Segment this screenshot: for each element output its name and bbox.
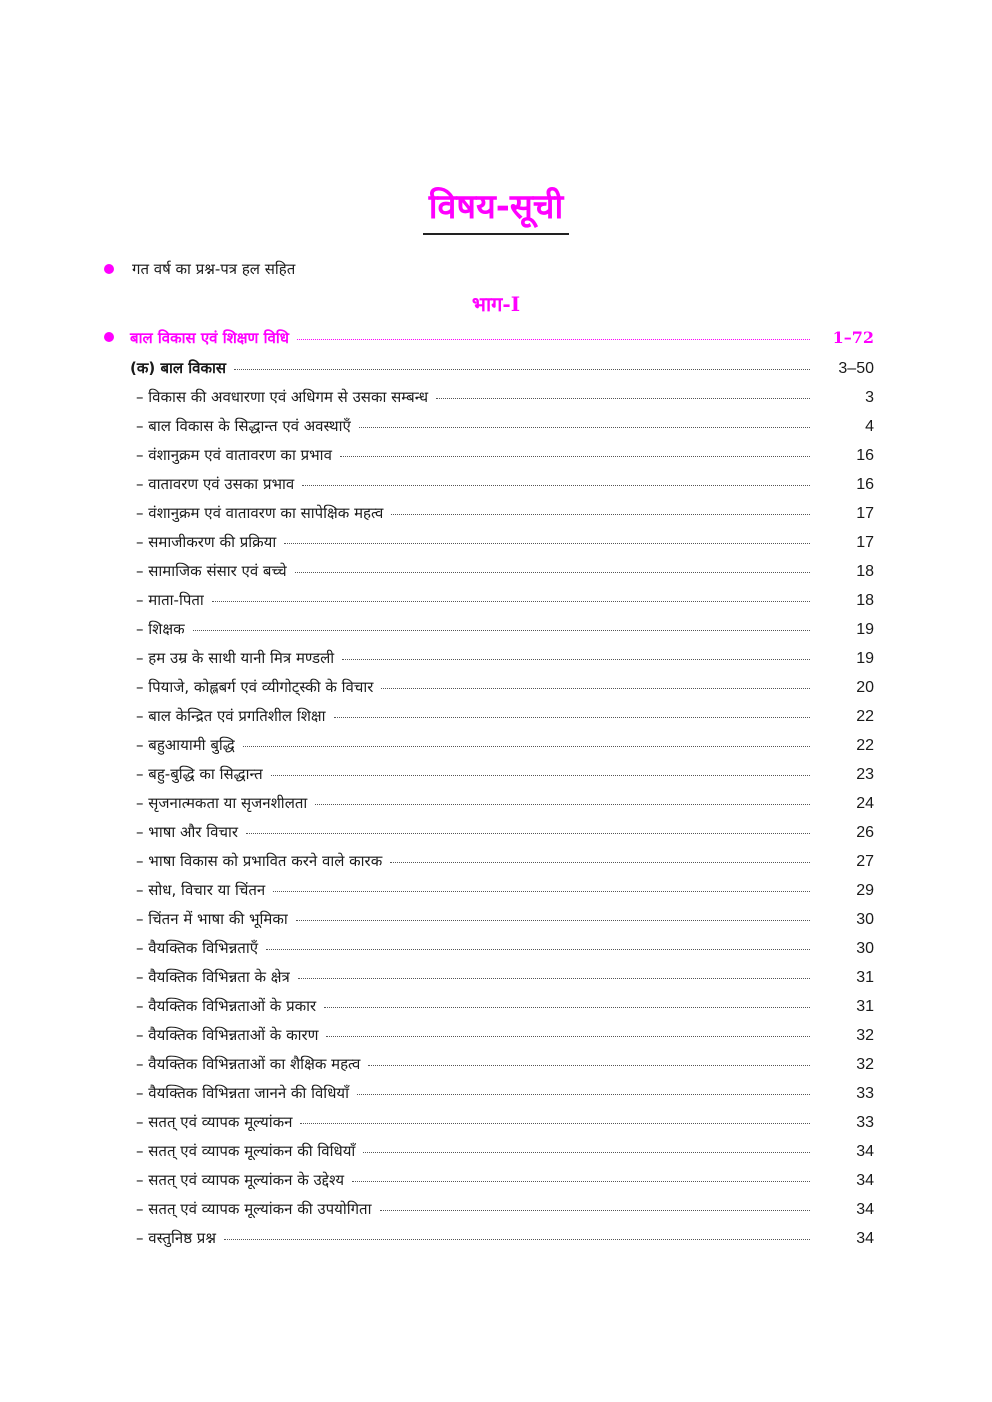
toc-item-page: 17 [856, 505, 874, 522]
toc-item-row[interactable] [104, 735, 874, 764]
dot-leader [295, 572, 810, 573]
toc-item-label: – वंशानुक्रम एवं वातावरण का प्रभाव [136, 446, 332, 464]
toc-item-row[interactable] [104, 474, 874, 503]
toc-item-page: 4 [865, 418, 874, 435]
toc-item-page: 17 [856, 534, 874, 551]
subsection-pages: 3–50 [838, 360, 874, 377]
toc-item-page: 29 [856, 882, 874, 899]
toc-item-row[interactable] [104, 822, 874, 851]
toc-item-row[interactable] [104, 1054, 874, 1083]
toc-item-label: – सृजनात्मकता या सृजनशीलता [136, 794, 308, 812]
toc-item-label: – माता-पिता [136, 591, 204, 609]
dot-leader [340, 456, 810, 457]
dot-leader [380, 1210, 811, 1211]
toc-item-page: 31 [856, 969, 874, 986]
toc-item-row[interactable] [104, 648, 874, 677]
toc-item-label: – वैयक्तिक विभिन्नता के क्षेत्र [136, 968, 290, 986]
toc-item-row[interactable] [104, 532, 874, 561]
dot-leader [234, 369, 810, 370]
toc-item-label: – चिंतन में भाषा की भूमिका [136, 910, 288, 928]
toc-item-page: 19 [856, 621, 874, 638]
dot-leader [391, 514, 810, 515]
bullet-icon [104, 332, 114, 342]
toc-item-label: – शिक्षक [136, 620, 185, 638]
table-of-contents [104, 328, 874, 1257]
toc-item-row[interactable] [104, 590, 874, 619]
toc-item-row[interactable] [104, 764, 874, 793]
dot-leader [315, 804, 810, 805]
bullet-icon [104, 264, 114, 274]
toc-item-page: 34 [856, 1143, 874, 1160]
toc-item-page: 32 [856, 1027, 874, 1044]
toc-item-row[interactable] [104, 1228, 874, 1257]
dot-leader [436, 398, 810, 399]
dot-leader [296, 920, 810, 921]
toc-item-label: – हम उम्र के साथी यानी मित्र मण्डली [136, 649, 335, 667]
toc-item-row[interactable] [104, 387, 874, 416]
toc-item-page: 16 [856, 476, 874, 493]
toc-item-page: 22 [856, 737, 874, 754]
toc-item-row[interactable] [104, 1141, 874, 1170]
toc-item-label: – वैयक्तिक विभिन्नताओं का शैक्षिक महत्व [136, 1055, 361, 1073]
dot-leader [246, 833, 810, 834]
toc-item-label: – बाल विकास के सिद्धान्त एवं अवस्थाएँ [136, 417, 351, 435]
dot-leader [359, 427, 810, 428]
toc-item-page: 20 [856, 679, 874, 696]
toc-item-row[interactable] [104, 1025, 874, 1054]
toc-item-page: 3 [865, 389, 874, 406]
dot-leader [297, 339, 810, 340]
subsection-label: (क) बाल विकास [130, 359, 227, 377]
dot-leader [342, 659, 810, 660]
toc-item-label: – सतत् एवं व्यापक मूल्यांकन [136, 1113, 293, 1131]
toc-item-label: – भाषा और विचार [136, 823, 239, 841]
intro-line [104, 259, 295, 279]
toc-items [104, 387, 874, 1257]
toc-item-label: – वातावरण एवं उसका प्रभाव [136, 475, 295, 493]
toc-item-row[interactable] [104, 416, 874, 445]
toc-item-page: 30 [856, 911, 874, 928]
toc-item-label: – सतत् एवं व्यापक मूल्यांकन के उद्देश्य [136, 1171, 345, 1189]
toc-item-page: 27 [856, 853, 874, 870]
toc-item-row[interactable] [104, 938, 874, 967]
toc-item-label: – वंशानुक्रम एवं वातावरण का सापेक्षिक महत्व [136, 504, 384, 522]
toc-item-page: 33 [856, 1085, 874, 1102]
toc-item-label: – पियाजे, कोह्लबर्ग एवं व्यीगोट्स्की के विचार [136, 678, 374, 696]
toc-item-row[interactable] [104, 793, 874, 822]
toc-subsection-row[interactable] [104, 358, 874, 387]
toc-item-label: – भाषा विकास को प्रभावित करने वाले कारक [136, 852, 383, 870]
toc-item-label: – सामाजिक संसार एवं बच्चे [136, 562, 287, 580]
toc-item-row[interactable] [104, 561, 874, 590]
dot-leader [212, 601, 810, 602]
dot-leader [271, 775, 810, 776]
dot-leader [302, 485, 810, 486]
toc-item-row[interactable] [104, 1112, 874, 1141]
dot-leader [243, 746, 810, 747]
toc-item-page: 30 [856, 940, 874, 957]
toc-item-page: 18 [856, 592, 874, 609]
toc-item-label: – सतत् एवं व्यापक मूल्यांकन की विधियाँ [136, 1142, 356, 1160]
toc-section-row[interactable] [104, 328, 874, 358]
page-title: विषय-सूची [423, 185, 570, 235]
toc-item-label: – बाल केन्द्रित एवं प्रगतिशील शिक्षा [136, 707, 326, 725]
toc-item-label: – बहु-बुद्धि का सिद्धान्त [136, 765, 263, 783]
title-container [0, 185, 992, 235]
toc-item-row[interactable] [104, 851, 874, 880]
section-pages: 1–72 [832, 328, 874, 347]
toc-item-page: 22 [856, 708, 874, 725]
toc-item-row[interactable] [104, 909, 874, 938]
toc-item-row[interactable] [104, 1083, 874, 1112]
dot-leader [266, 949, 810, 950]
dot-leader [298, 978, 810, 979]
toc-item-label: – वैयक्तिक विभिन्नता जानने की विधियाँ [136, 1084, 350, 1102]
toc-item-label: – बहुआयामी बुद्धि [136, 736, 235, 754]
toc-item-row[interactable] [104, 967, 874, 996]
toc-item-row[interactable] [104, 445, 874, 474]
intro-text: गत वर्ष का प्रश्न-पत्र हल सहित [132, 260, 296, 278]
dot-leader [273, 891, 810, 892]
toc-item-row[interactable] [104, 1170, 874, 1199]
toc-item-page: 26 [856, 824, 874, 841]
toc-item-page: 34 [856, 1172, 874, 1189]
toc-item-row[interactable] [104, 619, 874, 648]
toc-item-row[interactable] [104, 503, 874, 532]
toc-item-label: – वस्तुनिष्ठ प्रश्न [136, 1229, 216, 1247]
toc-item-page: 32 [856, 1056, 874, 1073]
toc-item-page: 31 [856, 998, 874, 1015]
toc-item-page: 34 [856, 1201, 874, 1218]
dot-leader [363, 1152, 810, 1153]
dot-leader [326, 1036, 810, 1037]
dot-leader [334, 717, 810, 718]
section-label: बाल विकास एवं शिक्षण विधि [130, 329, 289, 347]
toc-item-row[interactable] [104, 706, 874, 735]
toc-item-label: – वैयक्तिक विभिन्नताएँ [136, 939, 259, 957]
part-heading: भाग-I [471, 292, 521, 316]
toc-item-label: – विकास की अवधारणा एवं अधिगम से उसका सम्बन्ध [136, 388, 429, 406]
dot-leader [193, 630, 810, 631]
toc-item-label: – वैयक्तिक विभिन्नताओं के कारण [136, 1026, 319, 1044]
dot-leader [390, 862, 810, 863]
dot-leader [324, 1007, 810, 1008]
dot-leader [224, 1239, 810, 1240]
toc-item-label: – वैयक्तिक विभिन्नताओं के प्रकार [136, 997, 317, 1015]
toc-item-page: 34 [856, 1230, 874, 1247]
toc-item-page: 23 [856, 766, 874, 783]
toc-item-page: 24 [856, 795, 874, 812]
toc-item-label: – सतत् एवं व्यापक मूल्यांकन की उपयोगिता [136, 1200, 372, 1218]
toc-item-label: – समाजीकरण की प्रक्रिया [136, 533, 277, 551]
dot-leader [284, 543, 810, 544]
toc-item-row[interactable] [104, 996, 874, 1025]
toc-item-row[interactable] [104, 677, 874, 706]
toc-item-page: 18 [856, 563, 874, 580]
dot-leader [368, 1065, 810, 1066]
toc-item-page: 19 [856, 650, 874, 667]
toc-item-row[interactable] [104, 1199, 874, 1228]
toc-item-row[interactable] [104, 880, 874, 909]
dot-leader [357, 1094, 810, 1095]
toc-item-label: – सोध, विचार या चिंतन [136, 881, 266, 899]
dot-leader [352, 1181, 810, 1182]
dot-leader [300, 1123, 810, 1124]
toc-item-page: 33 [856, 1114, 874, 1131]
dot-leader [381, 688, 810, 689]
toc-item-page: 16 [856, 447, 874, 464]
